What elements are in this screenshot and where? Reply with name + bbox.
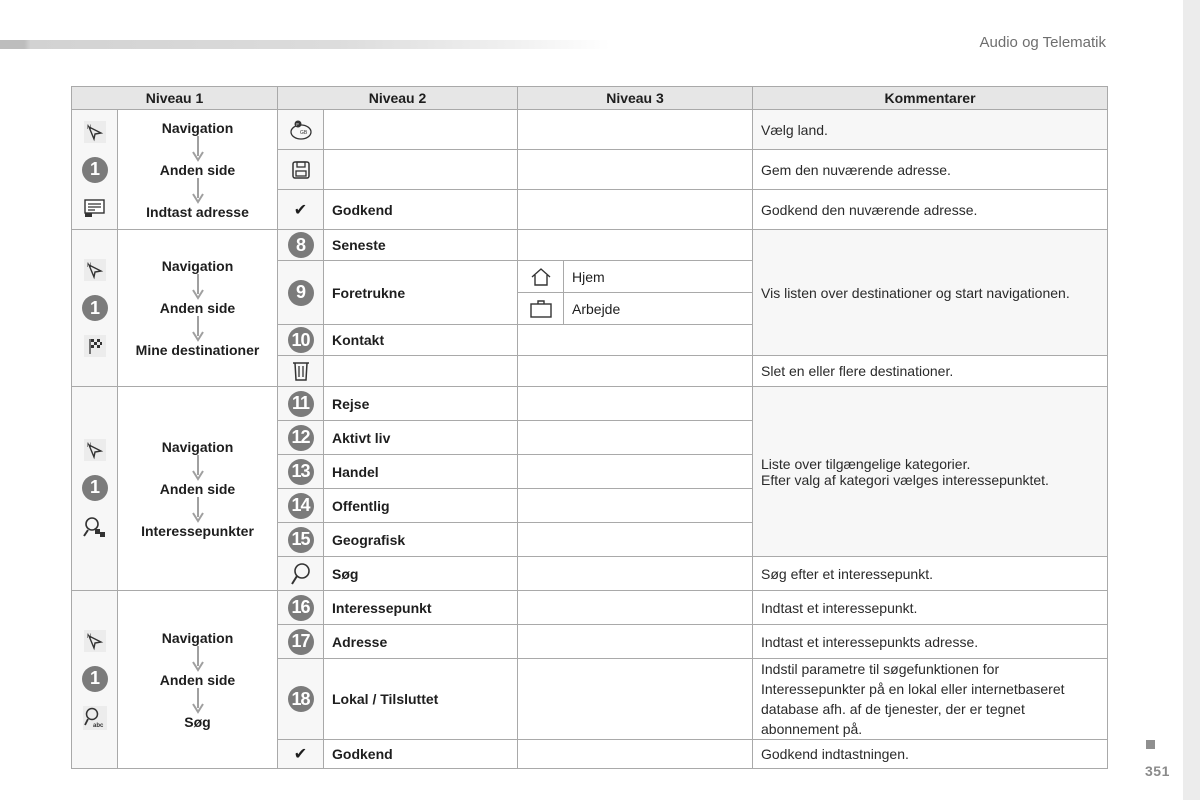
column-header-level2: Niveau 2 (278, 87, 518, 110)
badge-14: 14 (288, 493, 314, 519)
level2-badge-cell (278, 421, 324, 455)
comment-cell-shared (753, 387, 1108, 557)
level1-step: Anden side (159, 161, 236, 178)
arrow-down-icon (192, 274, 204, 300)
level3-cell (518, 523, 753, 557)
badge-10: 10 (288, 327, 314, 353)
checkmark-icon: ✔ (293, 746, 308, 763)
level2-label: Geografisk (324, 523, 518, 557)
poi-search-icon (83, 515, 107, 539)
level1-step: Mine destinationer (135, 342, 260, 358)
level1-step: Navigation (161, 258, 234, 274)
level3-cell (518, 421, 753, 455)
level1-step: Søg (184, 713, 211, 730)
level3-icon-cell (518, 261, 564, 292)
briefcase-icon (529, 299, 553, 319)
checkered-flag-icon (84, 335, 106, 357)
level1-icons-cell (72, 387, 118, 591)
level3-split-cell (518, 261, 753, 325)
level3-cell (518, 110, 753, 150)
level3-label: Hjem (572, 268, 605, 285)
comment-cell: Slet en eller flere destinationer. (753, 356, 1108, 387)
level3-cell (518, 740, 753, 769)
navigation-arrow-icon (84, 121, 106, 143)
level1-step: Navigation (161, 438, 234, 455)
table-header-row (72, 87, 1108, 110)
svg-text:N: N (86, 124, 91, 131)
level2-label: Offentlig (324, 489, 518, 523)
svg-text:GB: GB (299, 129, 307, 136)
level2-label: Lokal / Tilsluttet (324, 659, 518, 740)
level1-sequence-cell (118, 387, 278, 591)
level3-item (518, 293, 752, 324)
badge-1: 1 (82, 295, 108, 321)
level1-sequence-cell (118, 110, 278, 230)
level2-badge-cell (278, 659, 324, 740)
svg-text:N: N (86, 633, 91, 640)
level2-label: Seneste (324, 230, 518, 261)
badge-9: 9 (288, 280, 314, 306)
level3-cell (518, 659, 753, 740)
table-row (72, 387, 1108, 421)
comment-cell: Gem den nuværende adresse. (753, 150, 1108, 190)
level1-step: Interessepunkter (141, 522, 254, 539)
level2-icon-cell (278, 740, 324, 769)
home-icon (530, 267, 552, 287)
level2-label: Godkend (324, 740, 518, 769)
level1-step: Navigation (161, 629, 234, 646)
comment-cell-shared: Vis listen over destinationer og start navigationen. (753, 230, 1108, 356)
svg-text:F: F (295, 121, 299, 127)
page-marker (1146, 740, 1155, 749)
address-card-icon (83, 197, 107, 219)
level2-label: Kontakt (324, 325, 518, 356)
level2-badge-cell (278, 523, 324, 557)
level2-label: Adresse (324, 625, 518, 659)
checkmark-icon: ✔ (293, 201, 308, 219)
level2-label: Aktivt liv (324, 421, 518, 455)
level1-step: Indtast adresse (146, 203, 249, 220)
level2-label: Interessepunkt (324, 591, 518, 625)
svg-text:N: N (86, 263, 91, 269)
level2-badge-cell (278, 625, 324, 659)
svg-text:abc: abc (92, 722, 103, 729)
level3-item (518, 261, 752, 293)
badge-12: 12 (288, 425, 314, 451)
level3-cell (518, 625, 753, 659)
table-row (72, 591, 1108, 625)
badge-1: 1 (82, 475, 108, 501)
comment-cell: Indtast et interessepunkt. (753, 591, 1108, 625)
search-icon (290, 562, 312, 586)
level2-label (324, 150, 518, 190)
level1-icons-cell (72, 591, 118, 769)
level2-badge-cell (278, 387, 324, 421)
level1-step: Navigation (161, 119, 234, 136)
level3-cell (518, 325, 753, 356)
level2-label: Foretrukne (324, 261, 518, 325)
navigation-arrow-icon (84, 439, 106, 461)
badge-18: 18 (288, 686, 314, 712)
arrow-down-icon (192, 455, 204, 481)
comment-cell: Søg efter et interessepunkt. (753, 557, 1108, 591)
badge-8: 8 (288, 232, 314, 258)
level2-icon-cell (278, 190, 324, 230)
level3-cell (518, 455, 753, 489)
badge-1: 1 (82, 666, 108, 692)
badge-16: 16 (288, 595, 314, 621)
level2-icon-cell (278, 150, 324, 190)
column-header-level3: Niveau 3 (518, 87, 753, 110)
comment-cell: Vælg land. (753, 110, 1108, 150)
comment-cell: Indtast et interessepunkts adresse. (753, 625, 1108, 659)
navigation-arrow-icon (84, 259, 106, 281)
level2-icon-cell (278, 356, 324, 387)
arrow-down-icon (192, 646, 204, 672)
level1-step: Anden side (159, 671, 236, 688)
level2-badge-cell (278, 591, 324, 625)
level2-badge-cell (278, 261, 324, 325)
level3-cell (518, 356, 753, 387)
column-header-level1: Niveau 1 (72, 87, 278, 110)
level3-cell (518, 591, 753, 625)
level2-label: Godkend (324, 190, 518, 230)
table-row (72, 110, 1108, 150)
comment-cell: Godkend indtastningen. (753, 740, 1108, 769)
comment-cell: Godkend den nuværende adresse. (753, 190, 1108, 230)
level2-label: Søg (324, 557, 518, 591)
level3-icon-cell (518, 293, 564, 324)
level1-step: Anden side (159, 300, 236, 316)
arrow-down-icon (192, 316, 204, 342)
badge-11: 11 (288, 391, 314, 417)
level2-icon-cell (278, 557, 324, 591)
badge-17: 17 (288, 629, 314, 655)
flag-gb-icon (288, 119, 314, 141)
page-header-title: Audio og Telematik (979, 34, 1106, 51)
navigation-arrow-icon (84, 630, 106, 652)
svg-text:N: N (86, 442, 91, 449)
level3-cell (518, 557, 753, 591)
level2-label (324, 110, 518, 150)
level1-icons-cell (72, 230, 118, 387)
arrow-down-icon (192, 497, 204, 523)
badge-13: 13 (288, 459, 314, 485)
badge-1: 1 (82, 157, 108, 183)
level2-badge-cell (278, 325, 324, 356)
level1-sequence-cell (118, 591, 278, 769)
level2-label: Handel (324, 455, 518, 489)
level2-label: Rejse (324, 387, 518, 421)
level1-sequence-cell (118, 230, 278, 387)
level2-badge-cell (278, 230, 324, 261)
trash-icon (291, 360, 311, 382)
comment-cell: Indstil parametre til søgefunktionen for Interessepunkter på en lokal eller internetbaseret database afh. af de tjenester, der er tegnet abonnement på. (753, 659, 1108, 740)
arrow-down-icon (192, 136, 204, 162)
level3-cell (518, 489, 753, 523)
arrow-down-icon (192, 688, 204, 714)
arrow-down-icon (192, 178, 204, 204)
page-edge-strip (1183, 0, 1200, 800)
level2-label (324, 356, 518, 387)
level1-icons-cell (72, 110, 118, 230)
level3-cell (518, 387, 753, 421)
level3-cell (518, 190, 753, 230)
level3-label: Arbejde (572, 300, 621, 317)
page-number: 351 (1145, 763, 1170, 779)
comment-line: Liste over tilgængelige kategorier. (761, 455, 971, 472)
menu-structure-table (71, 86, 1108, 769)
level2-badge-cell (278, 455, 324, 489)
comment-line: Efter valg af kategori vælges interessepunktet. (761, 471, 1049, 488)
table-row (72, 230, 1108, 261)
search-abc-icon (83, 706, 107, 730)
level3-cell (518, 230, 753, 261)
save-icon (290, 159, 312, 181)
column-header-comments: Kommentarer (753, 87, 1108, 110)
level2-icon-cell (278, 110, 324, 150)
level3-cell (518, 150, 753, 190)
header-decorative-rule (0, 40, 610, 49)
badge-15: 15 (288, 527, 314, 553)
level2-badge-cell (278, 489, 324, 523)
level1-step: Anden side (159, 480, 236, 497)
